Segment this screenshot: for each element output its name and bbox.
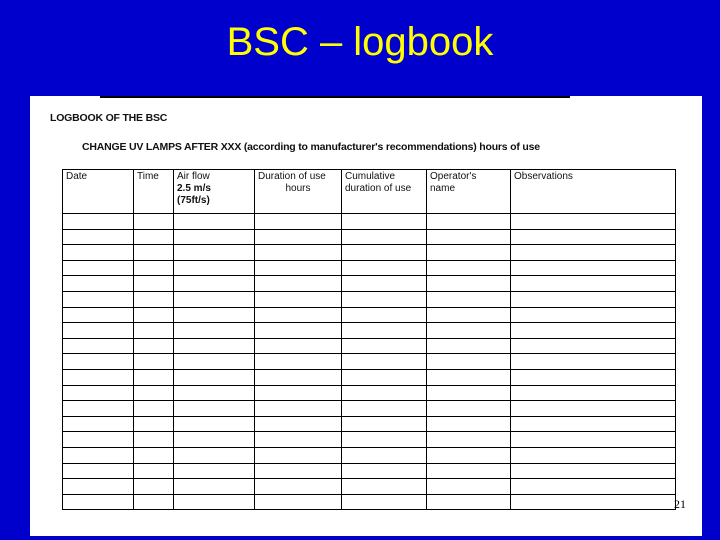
header-line: Cumulative: [345, 171, 396, 182]
document-heading: LOGBOOK OF THE BSC: [50, 112, 168, 124]
table-cell: [255, 291, 342, 307]
table-cell: [255, 323, 342, 339]
table-cell: [134, 479, 174, 495]
table-row: [63, 214, 676, 230]
table-row: [63, 447, 676, 463]
table-row: [63, 354, 676, 370]
table-row: [63, 479, 676, 495]
table-cell: [511, 214, 676, 230]
table-cell: [511, 463, 676, 479]
table-cell: [134, 447, 174, 463]
table-cell: [174, 354, 255, 370]
table-cell: [511, 494, 676, 510]
table-cell: [427, 416, 511, 432]
table-cell: [511, 276, 676, 292]
table-cell: [427, 338, 511, 354]
table-row: [63, 494, 676, 510]
table-cell: [342, 463, 427, 479]
table-cell: [134, 401, 174, 417]
table-cell: [511, 229, 676, 245]
table-cell: [342, 447, 427, 463]
header-line: Air flow: [177, 171, 210, 182]
table-cell: [134, 214, 174, 230]
table-cell: [342, 338, 427, 354]
table-cell: [342, 323, 427, 339]
table-cell: [134, 416, 174, 432]
table-row: [63, 416, 676, 432]
table-row: [63, 276, 676, 292]
document-top-rule: [100, 96, 570, 98]
table-cell: [427, 229, 511, 245]
table-cell: [174, 260, 255, 276]
header-line: Time: [137, 171, 159, 182]
column-header-cumulative: [342, 170, 427, 214]
table-cell: [511, 323, 676, 339]
table-cell: [255, 245, 342, 261]
table-cell: [255, 276, 342, 292]
column-header-air-flow: [174, 170, 255, 214]
table-cell: [511, 369, 676, 385]
table-cell: [255, 479, 342, 495]
table-cell: [63, 494, 134, 510]
column-header-duration: [255, 170, 342, 214]
table-cell: [342, 416, 427, 432]
table-cell: [174, 369, 255, 385]
table-cell: [63, 432, 134, 448]
table-cell: [174, 245, 255, 261]
table-cell: [255, 369, 342, 385]
table-row: [63, 323, 676, 339]
table-header-row: [63, 170, 676, 214]
table-cell: [342, 276, 427, 292]
table-cell: [427, 245, 511, 261]
table-cell: [174, 401, 255, 417]
table-cell: [427, 354, 511, 370]
table-cell: [63, 307, 134, 323]
table-cell: [63, 214, 134, 230]
header-line: duration of use: [345, 183, 412, 194]
table-cell: [63, 260, 134, 276]
table-cell: [427, 369, 511, 385]
table-cell: [427, 323, 511, 339]
table-row: [63, 245, 676, 261]
header-line: name: [430, 183, 456, 194]
table-cell: [63, 323, 134, 339]
page-number: 21: [674, 497, 686, 511]
table-cell: [255, 494, 342, 510]
table-cell: [342, 432, 427, 448]
table-cell: [255, 229, 342, 245]
column-header-operator: [427, 170, 511, 214]
table-cell: [174, 463, 255, 479]
table-cell: [511, 432, 676, 448]
table-body: [63, 214, 676, 510]
table-cell: [63, 479, 134, 495]
table-cell: [134, 276, 174, 292]
table-cell: [134, 229, 174, 245]
table-cell: [511, 401, 676, 417]
table-cell: [255, 307, 342, 323]
table-cell: [174, 416, 255, 432]
table-cell: [63, 338, 134, 354]
table-cell: [427, 401, 511, 417]
table-cell: [255, 214, 342, 230]
table-cell: [134, 323, 174, 339]
table-cell: [174, 291, 255, 307]
logbook-table: [62, 169, 676, 510]
table-cell: [342, 385, 427, 401]
table-cell: [255, 401, 342, 417]
table-cell: [134, 260, 174, 276]
table-cell: [63, 291, 134, 307]
column-header-date: [63, 170, 134, 214]
table-row: [63, 369, 676, 385]
header-line: Operator's: [430, 171, 477, 182]
table-cell: [134, 338, 174, 354]
table-cell: [134, 307, 174, 323]
table-cell: [511, 479, 676, 495]
header-line: hours: [285, 183, 311, 194]
table-row: [63, 291, 676, 307]
table-row: [63, 307, 676, 323]
table-cell: [63, 463, 134, 479]
table-cell: [427, 494, 511, 510]
table-cell: [511, 260, 676, 276]
table-cell: [174, 214, 255, 230]
table-cell: [174, 229, 255, 245]
table-cell: [63, 245, 134, 261]
table-cell: [511, 447, 676, 463]
table-cell: [342, 214, 427, 230]
header-line: 2.5 m/s: [177, 183, 211, 194]
header-line: Duration of use: [258, 171, 326, 182]
table-cell: [174, 432, 255, 448]
table-cell: [174, 479, 255, 495]
table-row: [63, 260, 676, 276]
table-cell: [134, 463, 174, 479]
table-row: [63, 229, 676, 245]
table-cell: [255, 354, 342, 370]
table-cell: [511, 385, 676, 401]
table-cell: [63, 416, 134, 432]
table-cell: [174, 276, 255, 292]
table-cell: [174, 307, 255, 323]
table-cell: [134, 385, 174, 401]
table-cell: [255, 338, 342, 354]
table-cell: [63, 369, 134, 385]
table-cell: [63, 385, 134, 401]
table-cell: [63, 354, 134, 370]
table-cell: [342, 494, 427, 510]
table-cell: [134, 494, 174, 510]
table-cell: [134, 245, 174, 261]
table-row: [63, 338, 676, 354]
table-row: [63, 385, 676, 401]
table-cell: [427, 432, 511, 448]
table-cell: [342, 354, 427, 370]
table-cell: [174, 385, 255, 401]
table-cell: [511, 416, 676, 432]
table-cell: [63, 276, 134, 292]
table-cell: [255, 432, 342, 448]
table-cell: [511, 307, 676, 323]
table-cell: [511, 338, 676, 354]
table-cell: [255, 260, 342, 276]
document-subheading: CHANGE UV LAMPS AFTER XXX (according to manufacturer's recommendations) hours of use: [82, 141, 540, 153]
table-cell: [174, 447, 255, 463]
table-cell: [427, 385, 511, 401]
header-line: Observations: [514, 171, 573, 182]
table-cell: [63, 401, 134, 417]
table-cell: [511, 354, 676, 370]
table-cell: [342, 369, 427, 385]
table-cell: [427, 463, 511, 479]
table-cell: [342, 307, 427, 323]
header-line: Date: [66, 171, 88, 182]
table-cell: [427, 214, 511, 230]
table-cell: [63, 229, 134, 245]
table-row: [63, 432, 676, 448]
table-cell: [134, 354, 174, 370]
table-cell: [427, 276, 511, 292]
table-cell: [427, 479, 511, 495]
table-cell: [134, 369, 174, 385]
table-cell: [174, 494, 255, 510]
table-row: [63, 401, 676, 417]
slide-title: BSC – logbook: [226, 20, 494, 64]
table-cell: [427, 307, 511, 323]
table-cell: [342, 245, 427, 261]
table-cell: [255, 463, 342, 479]
table-cell: [342, 291, 427, 307]
logbook-document: [30, 96, 702, 536]
table-cell: [511, 245, 676, 261]
table-cell: [511, 291, 676, 307]
table-cell: [427, 260, 511, 276]
table-cell: [427, 447, 511, 463]
table-cell: [427, 291, 511, 307]
table-cell: [342, 479, 427, 495]
column-header-time: [134, 170, 174, 214]
column-header-observations: [511, 170, 676, 214]
table-cell: [174, 338, 255, 354]
table-cell: [342, 260, 427, 276]
table-cell: [134, 291, 174, 307]
table-cell: [342, 401, 427, 417]
table-cell: [255, 447, 342, 463]
table-cell: [255, 385, 342, 401]
table-cell: [134, 432, 174, 448]
table-cell: [174, 323, 255, 339]
table-cell: [342, 229, 427, 245]
table-row: [63, 463, 676, 479]
table-cell: [63, 447, 134, 463]
header-line: (75ft/s): [177, 195, 210, 206]
table-cell: [255, 416, 342, 432]
